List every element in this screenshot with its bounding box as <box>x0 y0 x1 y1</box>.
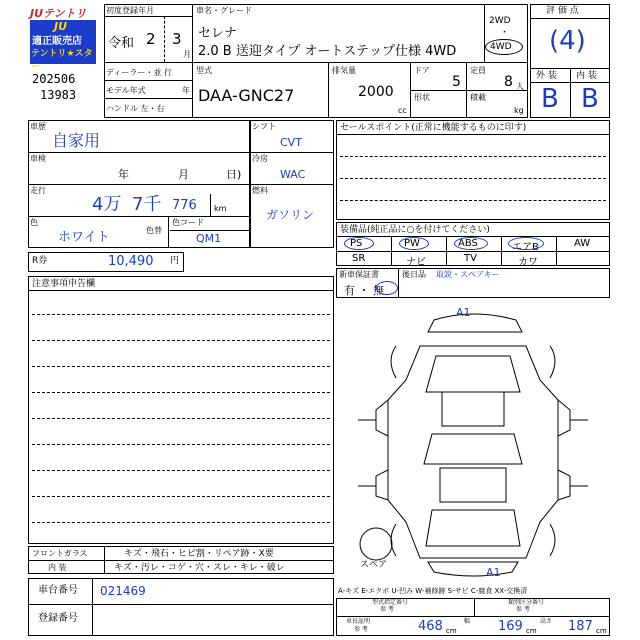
equipment-label: 装備品(純正品に○を付けてください) <box>340 225 490 235</box>
recycle-label: R券 <box>32 256 48 266</box>
cc-value: 2000 <box>358 84 394 100</box>
logo-block <box>28 4 100 72</box>
color-label: 色 <box>30 218 38 227</box>
equip-tv: TV <box>464 253 477 264</box>
mileage-unit: km <box>214 204 227 213</box>
width-unit: cm <box>526 627 537 635</box>
drive-dot: ・ <box>500 28 510 38</box>
capacity-unit: 人 <box>516 82 524 91</box>
score-int-label: 内 装 <box>576 71 597 81</box>
length-ref: 参 考 <box>354 626 368 633</box>
height-label: 高さ <box>540 618 553 625</box>
equip-pw-circle <box>399 237 429 250</box>
equip-leather: カワ <box>518 257 538 268</box>
notes-box <box>28 276 334 544</box>
logo-badge <box>30 20 96 72</box>
length-value: 468 <box>418 619 443 634</box>
car-name: セレナ <box>198 26 238 41</box>
usage-value: 自家用 <box>52 131 101 150</box>
load-unit: kg <box>514 106 524 115</box>
drive-2wd: 2WD <box>489 16 511 26</box>
spare-label: スペア <box>360 560 388 570</box>
color-value: ホワイト <box>58 230 110 245</box>
glass-value: キズ・飛石・ヒビ割・リペア跡・X要 <box>124 549 274 559</box>
dealer-label: ディーラー・並 行 <box>106 68 172 77</box>
inspection-day: 日) <box>226 168 242 181</box>
interior-label: 内 装 <box>48 563 67 572</box>
warranty-value: 有 ・ 無 <box>344 284 384 297</box>
sales-label: セールスポイント(正常に機能するものに印す) <box>340 123 527 133</box>
equip-ps: PS <box>350 238 363 249</box>
reg-month: 3 <box>172 30 182 48</box>
chassis-value: 021469 <box>100 584 146 598</box>
handle-label: ハンドル 左・右 <box>106 104 165 113</box>
model-value: DAA-GNC27 <box>198 86 295 105</box>
reg-label: 初度登録年月 <box>106 6 154 15</box>
mileage-sen: 7千 <box>132 194 162 215</box>
logo-star: テントリ★スター <box>31 49 93 72</box>
model-year-unit: 年 <box>182 86 190 95</box>
score-int: B <box>581 84 599 114</box>
cc-unit: cc <box>398 106 407 115</box>
recycle-box <box>28 252 184 272</box>
reg-era: 令和 <box>108 36 135 51</box>
score-label: 評 価 点 <box>546 6 579 16</box>
logo-brand: JUテントリ <box>30 7 87 20</box>
logo-shop: 適正販売店 <box>32 36 82 47</box>
capacity-value: 8 <box>504 74 513 90</box>
notes-label: 注意事項申告欄 <box>32 279 96 289</box>
height-value: 187 <box>568 619 593 634</box>
lot-number-1: 202506 <box>32 72 76 86</box>
inspection-year: 年 <box>118 168 129 181</box>
equip-airbag: エアB <box>512 242 539 253</box>
model-label: 型式 <box>196 66 212 75</box>
usage-label: 車歴 <box>30 122 46 131</box>
cc-label: 排気量 <box>332 66 356 75</box>
door-label: ドア <box>414 66 430 75</box>
fuel-label: 燃料 <box>252 186 268 195</box>
aircon-label: 冷房 <box>252 154 268 163</box>
model-cert-ref: 参 考 <box>380 606 394 613</box>
recycle-unit: 円 <box>170 256 180 266</box>
a1-bottom: A1 <box>486 566 501 579</box>
capacity-label: 定員 <box>470 66 486 75</box>
equip-ps-circle <box>344 237 374 250</box>
interior-value: キズ・汚レ・コゲ・穴・スレ・キレ・破レ <box>114 563 285 573</box>
after-label: 後日品 <box>402 270 426 279</box>
equip-airbag-circle <box>508 237 544 250</box>
door-value: 5 <box>452 74 461 90</box>
class-no-label: 類別区分番号 <box>508 599 545 606</box>
glass-label: フロントガラス <box>32 549 88 558</box>
warranty-label: 新車保証書 <box>339 270 379 279</box>
shape-label: 形状 <box>414 93 430 102</box>
logo-ju: JU <box>54 20 68 33</box>
chassis-label: 車台番号 <box>38 585 78 596</box>
car-diagram <box>336 300 610 582</box>
equip-pw: PW <box>404 238 420 249</box>
reg-year: 2 <box>146 30 156 48</box>
lot-number-2: 13983 <box>40 88 77 102</box>
reg-month-unit: 月 <box>183 50 191 59</box>
class-no-ref: 参 考 <box>516 606 530 613</box>
name-label: 車名・グレード <box>196 6 252 15</box>
model-year-label: モデル年式 <box>106 86 146 95</box>
warranty-circle <box>376 281 398 295</box>
color-code-label: 色コード <box>172 218 204 227</box>
equip-aw: AW <box>574 238 591 249</box>
score-value: (4) <box>549 26 586 56</box>
length-unit: cm <box>446 627 457 635</box>
drive-4wd: 4WD <box>490 42 512 52</box>
mileage-man: 4万 <box>92 194 122 215</box>
color-tone-label: 色替 <box>146 226 162 235</box>
width-value: 169 <box>498 619 523 634</box>
shift-value: CVT <box>280 136 302 149</box>
recycle-value: 10,490 <box>108 254 154 269</box>
aircon-value: WAC <box>280 168 306 181</box>
model-cert-label: 型式指定番号 <box>372 599 409 606</box>
mileage-rest: 776 <box>172 198 197 213</box>
car-grade: 2.0 B 送迎タイプ オートステップ仕様 4WD <box>198 44 457 59</box>
score-ext-label: 外 装 <box>536 71 557 81</box>
equip-abs: ABS <box>458 238 478 249</box>
a1-top: A1 <box>456 306 471 319</box>
sales-box <box>336 120 610 220</box>
shift-label: シフト <box>252 122 276 131</box>
inspection-month: 月 <box>178 168 189 181</box>
equip-abs-circle <box>454 237 488 250</box>
height-unit: cm <box>596 627 607 635</box>
load-label: 積載 <box>470 93 486 102</box>
length-label: 車長証明 <box>346 618 371 625</box>
width-label: 幅 <box>464 618 471 625</box>
equip-sr: SR <box>352 253 366 264</box>
inspection-label: 車検 <box>30 154 46 163</box>
equip-navi: ナビ <box>406 257 426 268</box>
fuel-value: ガソリン <box>266 208 315 222</box>
registration-label: 登録番号 <box>38 613 78 624</box>
score-ext: B <box>541 84 559 114</box>
mileage-label: 走行 <box>30 186 46 195</box>
after-value: 取説・スペアキー <box>436 270 500 279</box>
legend: A-キズ E-エクボ U-凹み W-補修跡 S-サビ C-腐食 XX-交換済 <box>338 587 528 595</box>
header-box <box>104 4 528 118</box>
color-code: QM1 <box>196 232 222 245</box>
